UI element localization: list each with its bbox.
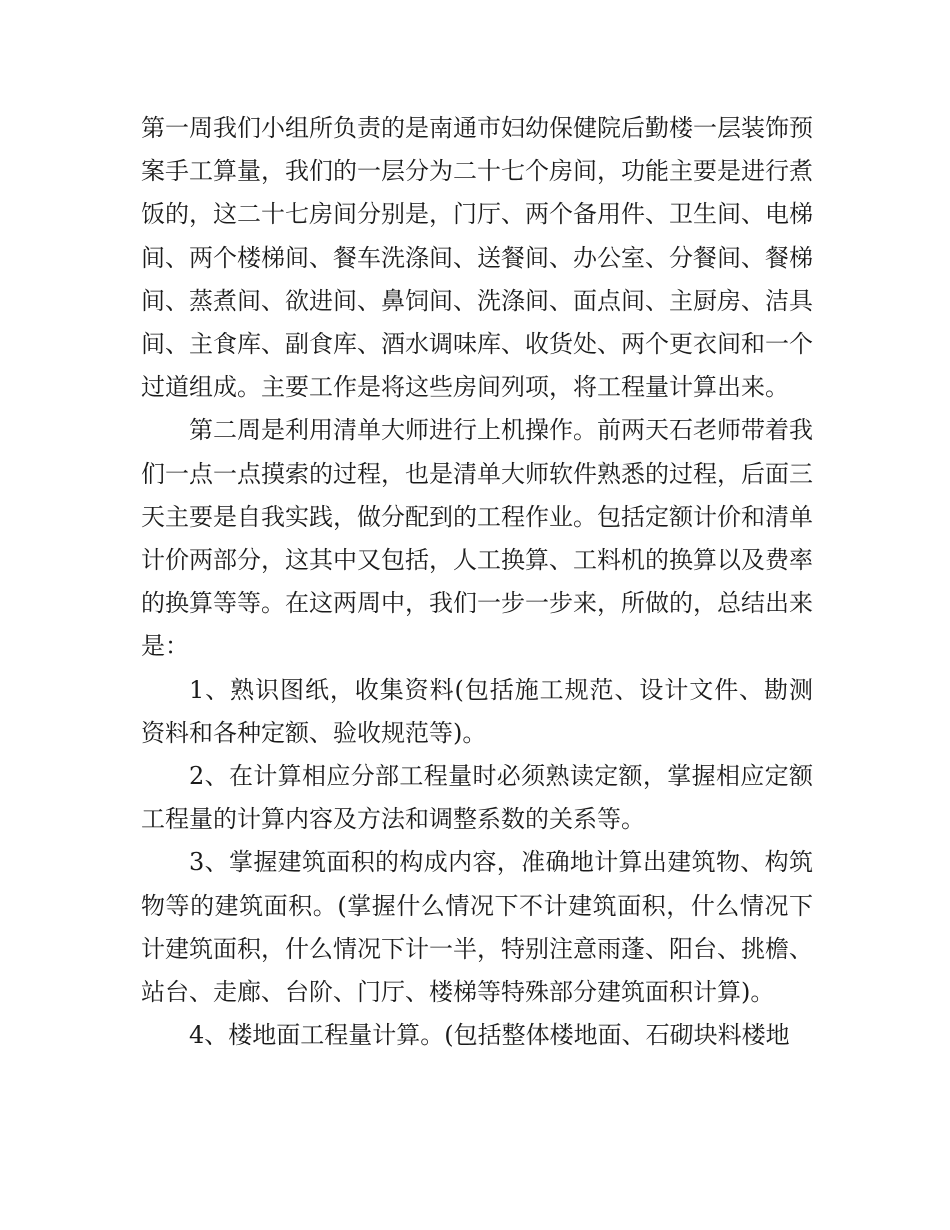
list-item-2: 2、在计算相应分部工程量时必须熟读定额，掌握相应定额工程量的计算内容及方法和调整系数的关系等。: [141, 762, 813, 834]
list-item-1: 1、熟识图纸，收集资料(包括施工规范、设计文件、勘测资料和各种定额、验收规范等)。: [141, 675, 813, 747]
list-item-4: 4、楼地面工程量计算。(包括整体楼地面、石砌块料楼地: [189, 1021, 790, 1050]
document-body: [141, 107, 813, 1057]
paragraph-week-two: 第二周是利用清单大师进行上机操作。前两天石老师带着我们一点一点摸索的过程，也是清单大师软件熟悉的过程，后面三天主要是自我实践，做分配到的工程作业。包括定额计价和清单计价两部分，这其中又包括，人工换算、工料机的换算以及费率的换算等等。在这两周中，我们一步一步来，所做的，总结出来是：: [141, 416, 813, 661]
list-item-3: 3、掌握建筑面积的构成内容，准确地计算出建筑物、构筑物等的建筑面积。(掌握什么情况下不计建筑面积，什么情况下计建筑面积，什么情况下计一半，特别注意雨蓬、阳台、挑檐、站台、走廊、台阶、门厅、楼梯等特殊部分建筑面积计算)。: [141, 848, 813, 1007]
paragraph-week-one: 第一周我们小组所负责的是南通市妇幼保健院后勤楼一层装饰预案手工算量，我们的一层分为二十七个房间，功能主要是进行煮饭的，这二十七房间分别是，门厅、两个备用件、卫生间、电梯间、两个楼梯间、餐车洗涤间、送餐间、办公室、分餐间、餐梯间、蒸煮间、欲进间、鼻饲间、洗涤间、面点间、主厨房、洁具间、主食库、副食库、酒水调味库、收货处、两个更衣间和一个过道组成。主要工作是将这些房间列项，将工程量计算出来。: [141, 114, 813, 402]
